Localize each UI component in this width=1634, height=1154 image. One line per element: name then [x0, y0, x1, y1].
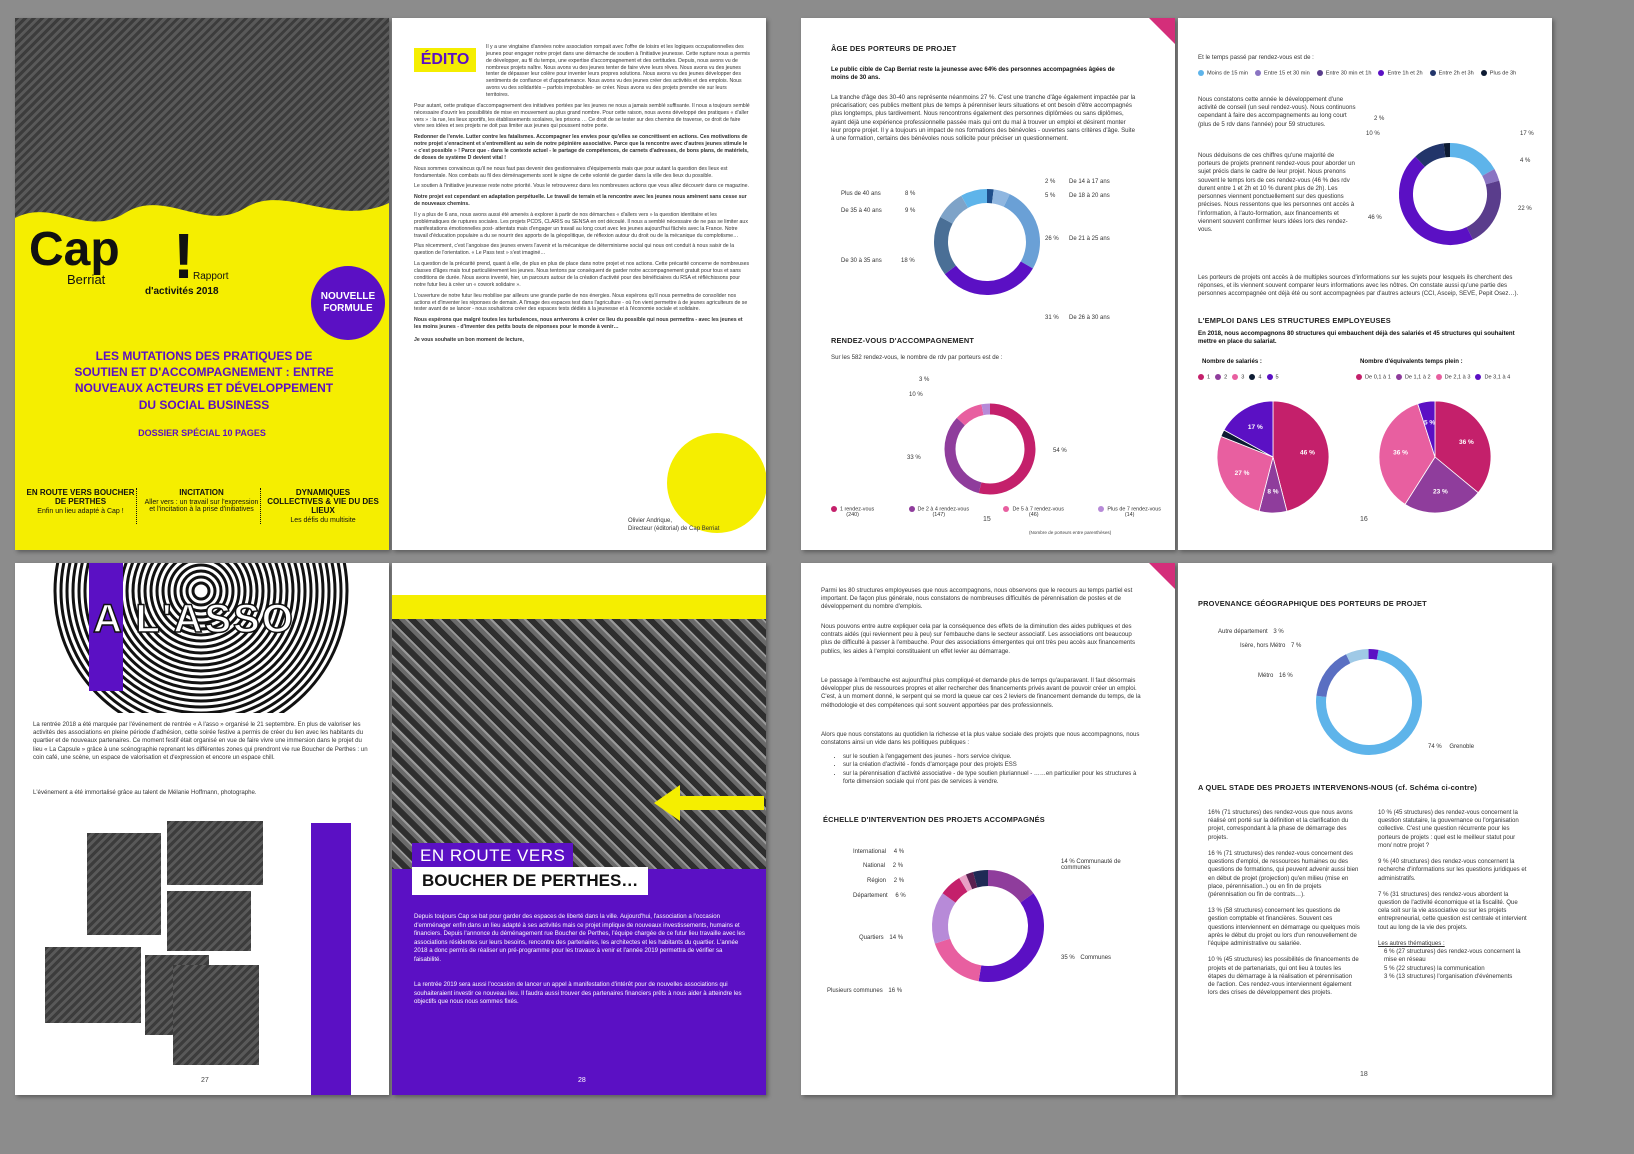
pie2-legend-item: De 2,1 à 3 [1436, 374, 1471, 380]
cover-teasers [25, 488, 379, 524]
pie2-legend-item: De 3,1 à 4 [1475, 374, 1510, 380]
legend-dot [1317, 70, 1323, 76]
logo-exclamation-icon: ! [173, 220, 195, 292]
age-label-18-20: De 18 à 20 ans [1069, 193, 1110, 199]
p17-p2: Nous pouvons entre autre expliquer cela par la conséquence des effets de la diminution des aides publiques et des contrats aidés (qui reviennent peu à peu) sur l'embauche dans le secteur associatif. Les associations ont beaucoup plus de difficulté à passer à l'embauche. Pour des associations émergentes qui ont très peu accès aux financements publics, les aides à l'emploi constituaient un effet levier au démarrage. [821, 623, 1136, 655]
time-text-2: Nous déduisons de ces chiffres qu'une majorité de porteurs de projets prennent rendez-vous pour aborder un sujet précis dans le cadre de leur projet. Nous prenons souvent le temps lors de ces rendez-vous (46 % des rdv durent entre 1 et 2h et 10 % durent plus de 2h). Les personnes viennent ponctuellement sur des questions précises. Nous ressentons que les personnes ont accès à l'information, à l'auto-formation, aux financements et viennent souvent confirmer leurs idées lors des rendez-vous. [1198, 152, 1355, 233]
logo-berriat: Berriat [67, 272, 106, 287]
signature-name: Olivier Andrique, [628, 518, 673, 524]
time-text-3: Les porteurs de projets ont accès à de multiples sources d'informations sur les sujets pour lesquels ils cherchent des réponses, et ils viennent souvent comparer leurs informations avec les nôtres. On constate aussi qu'une partie des personnes accompagnée ont déjà été ou sont accompagnées par d'autres acteurs (CCI, Asceip, SEVE, Pepit Osez…). [1198, 274, 1519, 298]
rdv-donut [935, 394, 1045, 504]
asso-photo-3 [167, 891, 251, 951]
edito-paragraph: La question de la précarité prend, quant à elle, de plus en plus de place dans notre projet et nos actions. Cette précarité concerne de nombreuses classes d'âges mais tout particulièrement les jeunes. Nous tentons par conséquent de garder notre accompagnement gratuit pour tous et sans conditions de durée. Nous avons inventé, hier, un parcours autour de la création d'activité pour des bénéficiaires du RSA et réfléchissons pour notre futur lieu à créer un « cowork solidaire ». [414, 261, 750, 288]
age-pct-35-40: 9 % [905, 208, 916, 214]
pie1-slice-label-2: 27 % [1234, 469, 1250, 477]
pie1-chart [1208, 392, 1338, 522]
rdv-legend [831, 506, 1161, 518]
rdv-text: Sur les 582 rendez-vous, le nombre de rdv par porteurs est de : [831, 354, 1003, 361]
p17-p4: Alors que nous constatons au quotidien la richesse et la plus value sociale des projets que nous accompagnons, nous constatons ainsi un vide dans les politiques publiques : [821, 731, 1140, 747]
time-legend-item: Moins de 15 min [1198, 70, 1248, 76]
echelle-label-communes: 35 % Communes [1061, 955, 1112, 961]
time-slice-3 [1406, 162, 1470, 238]
rdv-legend-item: 1 rendez-vous (240) [831, 506, 874, 518]
legend-dot [1436, 374, 1442, 380]
age-pct-18-20: 5 % [1045, 193, 1056, 199]
age-slice-6 [965, 196, 987, 202]
title-box-1 [412, 843, 573, 869]
legend-dot [831, 506, 837, 512]
edito-paragraph: Plus récemment, c'est l'angoisse des jeunes envers l'avenir et la mécanique de déterminisme social qui nous ont conduit à nous saisir de la question de l'orientation. « Le Pass test » s'est imaginé… [414, 243, 735, 257]
time-legend-item: Entre 30 min et 1h [1317, 70, 1372, 76]
echelle-donut [923, 861, 1053, 991]
route-p1: Depuis toujours Cap se bat pour garder des espaces de liberté dans la ville. Aujourd'hui, l'association a l'occasion d'emménager enfin dans un lieu adapté à ses activités mais ce projet implique de nouveaux investissements, humains et financiers. Depuis l'annonce du déménagement rue Boucher de Perthes, l'équipe chargée de ce futur lieu travaille avec les associations résidentes sur leurs besoins, rencontre des partenaires, les architectes et les habitants du quartier. L'année 2018 a donc permis de réaliser un pré-programme pour les travaux à venir et l'année 2019 permettra de vérifier sa faisabilité. [414, 913, 745, 963]
edito-closing: Je vous souhaite un bon moment de lecture, [414, 336, 524, 343]
rdv-slice-1 [950, 422, 980, 488]
stade-item: 10 % (45 structures) des rendez-vous concernent la question statutaire, la gouvernance ou l'organisation collective. C'est une question récurrente pour les porteurs de projets : quel est le meilleur statut pour mon/ notre projet ? [1378, 809, 1519, 849]
echelle-label-plusieurs: Plusieurs communes 16 % [827, 988, 903, 994]
p17-p1: Parmi les 80 structures employeuses que nous accompagnons, nous observons que le recours au temps partiel est important. De façon plus générale, nous constatons de nombreuses difficultés de pérennisation de postes et de développement du nombre d'emplois. [821, 587, 1133, 611]
age-slice-1 [993, 196, 1007, 200]
rdv-note: (Nombre de porteurs entre parenthèses) [1029, 530, 1112, 535]
legend-dot [1475, 374, 1481, 380]
rdv-slice-3 [983, 409, 990, 410]
pie2-legend-item: De 1,1 à 2 [1396, 374, 1431, 380]
age-pct-30-35: 18 % [901, 258, 915, 264]
autres-item: 3 % (13 structures) l'organisation d'événements [1384, 972, 1513, 980]
time-pct-30-1h: 22 % [1518, 206, 1532, 212]
page-16 [1178, 18, 1552, 550]
time-pct-15-30: 4 % [1520, 158, 1531, 164]
echelle-label-national: National 2 % [863, 863, 904, 869]
echelle-label-region: Région 2 % [867, 878, 905, 884]
geo-slice-1 [1321, 659, 1348, 697]
age-lead: Le public cible de Cap Berriat reste la jeunesse avec 64% des personnes accompagnées âgées de moins de 30 ans. [831, 66, 1115, 82]
teaser-title: INCITATION [179, 488, 224, 497]
page-number: 16 [1360, 516, 1368, 523]
geo-label-grenoble: 74 % Grenoble [1428, 744, 1475, 750]
edito-paragraph: Le soutien à l'initiative jeunesse reste notre priorité. Vous le retrouverez dans les nombreuses actions que vous allez découvrir dans ce magazine. [414, 183, 749, 190]
legend-dot [1198, 70, 1204, 76]
age-pct-14-17: 2 % [1045, 179, 1056, 185]
stade-item: 7 % (31 structures) des rendez-vous abordent la question de l'activité économique et la fiscalité. Que cela soit sur la vie associative ou sur les projets entrepreneurial, cette question est centrale et intervient tout au long de la vie des projets. [1378, 890, 1527, 931]
pie2-slice-label-0: 36 % [1459, 439, 1474, 447]
legend-dot [1396, 374, 1402, 380]
stade-left [1200, 809, 1360, 997]
route-title-1: EN ROUTE VERS [420, 846, 566, 865]
geo-label-autre: Autre département 3 % [1218, 629, 1284, 635]
legend-dot [1003, 506, 1009, 512]
stade-item: 13 % (58 structures) concernent les questions de gestion comptable et financières. Souvent ces questions interviennent en démarrage ou quelques mois après le début du projet ou lors d'un renouvellement de l'équipe administrative ou salariée. [1208, 907, 1360, 948]
cover-page [15, 18, 389, 550]
teaser-title: EN ROUTE VERS BOUCHER DE PERTHES [26, 488, 135, 506]
p17-bullets [835, 753, 1140, 787]
age-label-40plus: Plus de 40 ans [841, 191, 881, 197]
echelle-label-departement: Département 6 % [853, 893, 906, 899]
age-label-21-25: De 21 à 25 ans [1069, 236, 1110, 242]
bullet-item: • sur la création d'activité - fonds d'amorçage pour des projets ESS [843, 761, 1140, 769]
legend-dot [1232, 374, 1238, 380]
age-label-26-30: De 26 à 30 ans [1069, 315, 1110, 321]
age-slice-5 [946, 202, 964, 220]
edito-paragraph: Nous espérons que malgré toutes les turbulences, nous arriverons à créer ce lieu du possible qui nous permettra - avec les jeunes et les moins jeunes - d'inventer des petits bouts de réponses pour le monde à venir… [414, 317, 743, 331]
rdv-pct-2-4: 33 % [907, 455, 921, 461]
echelle-label-quartiers: Quartiers 14 % [859, 935, 904, 941]
cover-badge [311, 266, 385, 340]
page-number: 15 [983, 516, 991, 523]
asso-p1: La rentrée 2018 a été marquée par l'événement de rentrée « A l'asso » organisé le 21 septembre. En plus de valoriser les activités des associations en pleine période d'adhésion, cette soirée festive a permis de créer du lien avec les habitants du quartier et de nouveaux partenaires. Ce moment festif était organisé en vue de faire vivre une immersion dans le projet du lieu « La Capsule » grâce à une scénographie reprenant les différentes zones qui prendront vie rue Boucher de Perthes : un coin café, une scène, un espace de valorisation et d'expression et encore un espace chill. [33, 721, 368, 761]
emploi-text: En 2018, nous accompagnons 80 structures qui embauchent déjà des salariés et 45 structures qui souhaitent mettre en place du salariat. [1198, 330, 1515, 346]
legend-dot [909, 506, 915, 512]
asso-photo-1 [87, 833, 161, 935]
teaser-sub: Les défis du multisite [290, 517, 356, 524]
age-pct-26-30: 31 % [1045, 315, 1059, 321]
edito-paragraph: L'ouverture de notre futur lieu mobilise par ailleurs une grande partie de nos énergies. Nous espérons qu'il nous permettra de consolider nos actions et d'inventer les réponses de demain. A l'image des espaces test dans l'agriculture - où l'on vient permettre à de jeunes agriculteurs de se tester avant de se lancer - nous souhaitons créer des espaces tests dédiés à la jeunesse et à l'économie sociale et solidaire. [414, 292, 748, 313]
echelle-slice-7 [975, 878, 988, 880]
teaser-3[interactable] [267, 488, 379, 524]
age-label-14-17: De 14 à 17 ans [1069, 179, 1110, 185]
teaser-2[interactable] [143, 488, 261, 524]
pie1-legend-item: 3 [1232, 374, 1244, 380]
time-pct-2h3h: 2 % [1374, 116, 1385, 122]
legend-dot [1378, 70, 1384, 76]
autres-item: 5 % (22 structures) la communication [1384, 964, 1485, 972]
legend-dot [1215, 374, 1221, 380]
age-title: ÂGE DES PORTEURS DE PROJET [831, 44, 957, 53]
asso-title: A L'ASSO [93, 597, 295, 641]
echelle-slice-3 [940, 898, 949, 941]
page-number: 27 [201, 1077, 209, 1084]
page-number: 18 [1360, 1071, 1368, 1078]
corner-triangle [1149, 18, 1175, 44]
pie1-legend-item: 2 [1215, 374, 1227, 380]
time-pct-1h2h-b: 10 % [1366, 131, 1380, 137]
echelle-slice-1 [980, 898, 1036, 974]
rdv-legend-item: Plus de 7 rendez-vous (14) [1098, 506, 1161, 518]
edito-paragraph: Il y a une vingtaine d'années notre association rompait avec l'offre de loisirs et les logiques occupationnelles des jeunes pour engager notre projet dans une démarche de soutien à l'initiative jeunesse. Cette rupture nous a permis de développer, au fil du temps, une expertise d'accompagnement et des certitudes. Depuis, nous avons vu de nombreux projets naître. Nous avons vu des jeunes tenter de faire vivre leurs rêves. Nous avons vu des jeunes tenter de dépasser leur colère pour inventer leurs propres solutions. Nous avons vu des jeunes développer des sentiments de confiance et d'appartenance. Nous avons vu des jeunes créer des activités et des emplois. Nous avons vu des solidarités – parfois improbables- se créer. Nous avons vu des projets prendre vie sur leurs territoires. [486, 44, 750, 99]
echelle-label-international: International 4 % [853, 849, 905, 855]
teaser-title: DYNAMIQUES COLLECTIVES & VIE DU DES LIEUX [267, 488, 379, 515]
legend-dot [1356, 374, 1362, 380]
edito-paragraph: Pour autant, cette pratique d'accompagnement des initiatives portées par les jeunes ne nous a jamais semblé suffisante. Il nous a toujours semblé nécessaire d'ouvrir les possibilités de mise en mouvement au plus grand nombre. Pour cette raison, nous avons développé des pratiques « d'aller vers » : la rue, les lieux sportifs, les établissements scolaires, les prisons … Ce droit de se tester sur des chemins de traverse, ce droit de faire vivre ses idées et ses projets ne doit pas limiter aux jeunes qui poussent notre porte. [414, 102, 750, 130]
rdv-title: RENDEZ-VOUS D'ACCOMPAGNEMENT [831, 336, 975, 345]
legend-dot [1255, 70, 1261, 76]
page-18 [1178, 563, 1552, 1095]
autres-item: 6 % (27 structures) des rendez-vous concernent la mise en réseau [1384, 948, 1521, 964]
stade-item: 10 % (45 structures) les possibilités de financements de projets et de partenariats, qui ont lieu à toutes les étapes du démarrage à la réalisation et pérennisation de l'action. Ces rendez-vous interviennent également lors des crises de développement des projets. [1208, 956, 1359, 997]
time-slice-4 [1420, 150, 1444, 161]
edito-paragraph: Il y a plus de 6 ans, nous avons aussi été amenés à explorer à partir de nos démarches « d'allers vers » la question identitaire et les problématiques de ruptures sociales. Les projets PCDS, CLARIS ou SENSA en ont découlé. Il nous a semblé nécessaire de ne pas se limiter aux manifestations émotionnelles post- attentats mais d'engager un travail au long court avec les jeunes aujourd'hui fâchés avec la France. Notre travail d'éducation populaire a du se nourrir des apports de la géopolitique, de réflexion autour du droit ou de la mécanique du complotisme… [414, 212, 748, 239]
echelle-slice-6 [969, 880, 975, 882]
edito-paragraph: Nous sommes convaincus qu'il ne nous faut pas devenir des gestionnaires d'équipements mais que pour autant la question des lieux est fondamentale. Nos combats au fil des déménagements sont le signe de cette volonté de garder dans la ville des lieux du possible. [414, 165, 728, 179]
edito-paragraph: Notre projet est cependant en adaptation perpétuelle. Le travail de terrain et la rencontre avec les jeunes nous amènent sans cesse sur de nouveaux chemins. [414, 194, 747, 208]
geo-donut [1304, 637, 1434, 767]
stade-right [1370, 809, 1530, 981]
geo-slice-2 [1348, 654, 1368, 659]
legend-dot [1267, 374, 1273, 380]
signature-role: Directeur (éditorial) de Cap Berriat [628, 525, 720, 532]
yellow-top-bar [392, 595, 766, 619]
pie2-slice-label-3: 5 % [1423, 419, 1436, 427]
page-number: 28 [578, 1077, 586, 1084]
time-pct-15min: 17 % [1520, 131, 1534, 137]
edito-body [414, 44, 750, 344]
geo-label-isere: Isère, hors Métro 7 % [1240, 643, 1302, 649]
asso-p2: L'événement a été immortalisé grâce au talent de Mélanie Hoffmann, photographe. [33, 789, 257, 796]
legend-dot [1249, 374, 1255, 380]
route-p2: La rentrée 2019 sera aussi l'occasion de lancer un appel à manifestation d'intérêt pour de nouvelles associations qui souhaiteraient investir ce nouveau lieu. Il faudra aussi trouver des partenaires financiers prêts à nous aider à atteindre les objectifs que nous nous sommes fixés. [414, 981, 742, 1006]
geo-title: PROVENANCE GÉOGRAPHIQUE DES PORTEURS DE PROJET [1198, 599, 1427, 608]
legend-dot [1481, 70, 1487, 76]
echelle-slice-2 [942, 941, 979, 973]
pie2-slice-label-1: 23 % [1433, 488, 1448, 496]
time-slice-0 [1450, 150, 1488, 172]
time-legend-item: Entre 2h et 3h [1430, 70, 1474, 76]
age-label-30-35: De 30 à 35 ans [841, 258, 882, 264]
logo-cap: Cap [29, 223, 120, 276]
geo-slice-3 [1369, 654, 1378, 655]
pie1-slice-label-4: 17 % [1247, 424, 1263, 432]
echelle-title: ÉCHELLE D'INTERVENTION DES PROJETS ACCOMPAGNÉS [823, 815, 1045, 824]
pie1-slice-label-0: 46 % [1300, 449, 1315, 457]
age-label-35-40: De 35 à 40 ans [841, 208, 882, 214]
legend-dot [1098, 506, 1104, 512]
age-donut [927, 182, 1047, 302]
p17-p3: Le passage à l'embauche est aujourd'hui plus compliqué et demande plus de temps qu'auparavant. Il faut désormais développer plus de ressources propres et aller rechercher des financements privés avant de pouvoir créer un emploi. C'est, à un moment donné, le serpent qui se mord la queue car ces 2 leviers de financement demande du temps, de la méthodologie et des compétences qui sont souvent apportées par des professionnels. [821, 677, 1141, 709]
teaser-1[interactable] [25, 488, 137, 524]
age-slice-2 [1007, 200, 1033, 265]
pie2-slice-label-2: 36 % [1393, 449, 1408, 457]
cover-headline: LES MUTATIONS DES PRATIQUES DE SOUTIEN ET D'ACCOMPAGNEMENT : ENTRE NOUVEAUX ACTEURS ET DÉVELOPPEMENT DU SOCIAL BUSINESS [74, 349, 334, 412]
autres-title: Les autres thématiques : [1378, 939, 1445, 947]
echelle-slice-0 [988, 878, 1027, 898]
cover-dossier: DOSSIER SPÉCIAL 10 PAGES [138, 428, 266, 438]
echelle-label-comcom: 14 % Communauté de communes [1061, 859, 1121, 871]
rdv-slice-2 [961, 410, 983, 422]
time-legend-item: Plus de 3h [1481, 70, 1516, 76]
page-27 [15, 563, 389, 1095]
echelle-slice-4 [949, 885, 963, 898]
rdv-pct-7plus: 3 % [919, 377, 930, 383]
legend-dot [1430, 70, 1436, 76]
time-intro: Et le temps passé par rendez-vous est de : [1198, 54, 1314, 61]
age-pct-21-25: 26 % [1045, 236, 1059, 242]
edito-signature [628, 518, 719, 534]
asso-photo-4 [45, 947, 141, 1023]
pie1-title: Nombre de salariés : [1202, 358, 1262, 365]
corner-triangle [1149, 563, 1175, 589]
stade-title: A QUEL STADE DES PROJETS INTERVENONS-NOUS (cf. Schéma ci-contre) [1198, 783, 1478, 792]
age-text: La tranche d'âge des 30-40 ans représente néanmoins 27 %. C'est une tranche d'âge également impactée par la précarisation; ces publics mettent plus de temps à pérenniser leurs situations et ont besoin d'être accompagnés plus longtemps, plus tardivement. Nous rencontrons également des personnes diplômées ou sans diplômes, ayant déjà une expérience professionnelle passée mais qui ont du mal à trouver un emploi et désirent monter leur propre projet. Il y a toujours un impact de nos formations des bénévoles - ouvertes sans critères d'âge. Suite à une formation, certains des bénévoles nous sollicite pour préciser un questionnement. [831, 94, 1136, 143]
rdv-pct-1: 54 % [1053, 448, 1067, 454]
stade-item: 16% (71 structures) des rendez-vous que nous avons réalisé ont porté sur la définition et la clarification du projet, correspondant à la phase de démarrage des projets. [1208, 809, 1353, 841]
time-pct-1h2h: 46 % [1368, 215, 1382, 221]
legend-dot [1198, 374, 1204, 380]
teaser-sub: Enfin un lieu adapté à Cap ! [37, 508, 124, 515]
page-17 [801, 563, 1175, 1095]
rdv-legend-item: De 2 à 4 rendez-vous (147) [909, 506, 970, 518]
pie1-legend-item: 4 [1249, 374, 1261, 380]
route-title-2: BOUCHER DE PERTHES… [422, 871, 639, 890]
asso-photo-6 [173, 965, 259, 1065]
time-slice-2 [1470, 183, 1494, 234]
age-slice-4 [941, 220, 950, 270]
pie2-chart [1370, 392, 1500, 522]
cover-activites: d'activités 2018 [145, 286, 219, 297]
pie1-slice-label-1: 8 % [1267, 488, 1279, 496]
badge-text: NOUVELLE FORMULE [320, 290, 376, 314]
pie2-legend-item: De 0,1 à 1 [1356, 374, 1391, 380]
time-legend [1198, 70, 1543, 76]
cover-logo [29, 223, 120, 287]
pie2-legend [1356, 374, 1510, 380]
time-text-1: Nous constatons cette année le développement d'une activité de conseil (un seul rendez-vous). Nous continuons cependant à faire des accompagnements au long court (plus de 5 rdv dans l'année) pour 59 structures. [1198, 96, 1356, 128]
emploi-title: L'EMPLOI DANS LES STRUCTURES EMPLOYEUSES [1198, 316, 1391, 325]
age-slice-3 [950, 265, 1026, 288]
rdv-slice-0 [980, 409, 1030, 489]
time-legend-item: Entre 15 et 30 min [1255, 70, 1310, 76]
echelle-slice-5 [963, 882, 969, 885]
pie1-legend-item: 5 [1267, 374, 1279, 380]
stade-item: 16 % (71 structures) des rendez-vous concernent des questions d'emploi, de ressources humaines ou des questions de formations, qui peuvent advenir aussi bien en début de projet (projection) qu'en milieu (mise en place, pérennisation..) ou en fin de projets (pérennisation ou fin de contrats…). [1208, 849, 1359, 898]
asso-photo-2 [167, 821, 263, 885]
pie2-title: Nombre d'équivalents temps plein : [1360, 358, 1463, 365]
time-slice-1 [1488, 172, 1492, 182]
teaser-sub: Aller vers : un travail sur l'expression et l'incitation à la prise d'initiatives [144, 499, 259, 513]
cover-rapport: Rapport [193, 271, 229, 282]
rdv-legend-item: De 5 à 7 rendez-vous (46) [1003, 506, 1064, 518]
edito-title: ÉDITO [420, 51, 470, 68]
purple-bar-right [311, 823, 351, 1095]
geo-label-metro: Métro 16 % [1258, 673, 1293, 679]
edito-paragraph: Redonner de l'envie. Lutter contre les fatalismes. Accompagner les envies pour qu'elles se concrétisent en actions. Ces motivations de notre projet s'enracinent et s'entremêlent au sein de notre pépinière associative. Parce que la rencontre avec d'autres jeunes stimule le « c'est possible » ! Parce que - dans le contexte actuel - le partage de compétences, de carnets d'adresses, de bons plans, de matériels, de doses de système D devient vital ! [414, 134, 749, 161]
page-15 [801, 18, 1175, 550]
yellow-arrow-icon [654, 785, 764, 826]
bullet-item: • sur le soutien à l'engagement des jeunes - hors service civique. [843, 753, 1140, 761]
pie1-legend [1198, 374, 1279, 380]
edito-page [392, 18, 766, 550]
time-legend-item: Entre 1h et 2h [1378, 70, 1422, 76]
time-donut [1390, 134, 1510, 254]
page-28 [392, 563, 766, 1095]
rdv-pct-5-7: 10 % [909, 392, 923, 398]
age-pct-40plus: 8 % [905, 191, 916, 197]
pie1-legend-item: 1 [1198, 374, 1210, 380]
stade-item: 9 % (40 structures) des rendez-vous concernent la recherche d'informations sur les questions juridiques et administratifs. [1378, 858, 1527, 882]
title-box-2 [412, 867, 648, 895]
bullet-item: • sur la pérennisation d'activité associative - de type soutien pluriannuel - ……en particulier pour les structures à forte dimension sociale qui n'ont pas de services à vendre. [843, 770, 1140, 787]
